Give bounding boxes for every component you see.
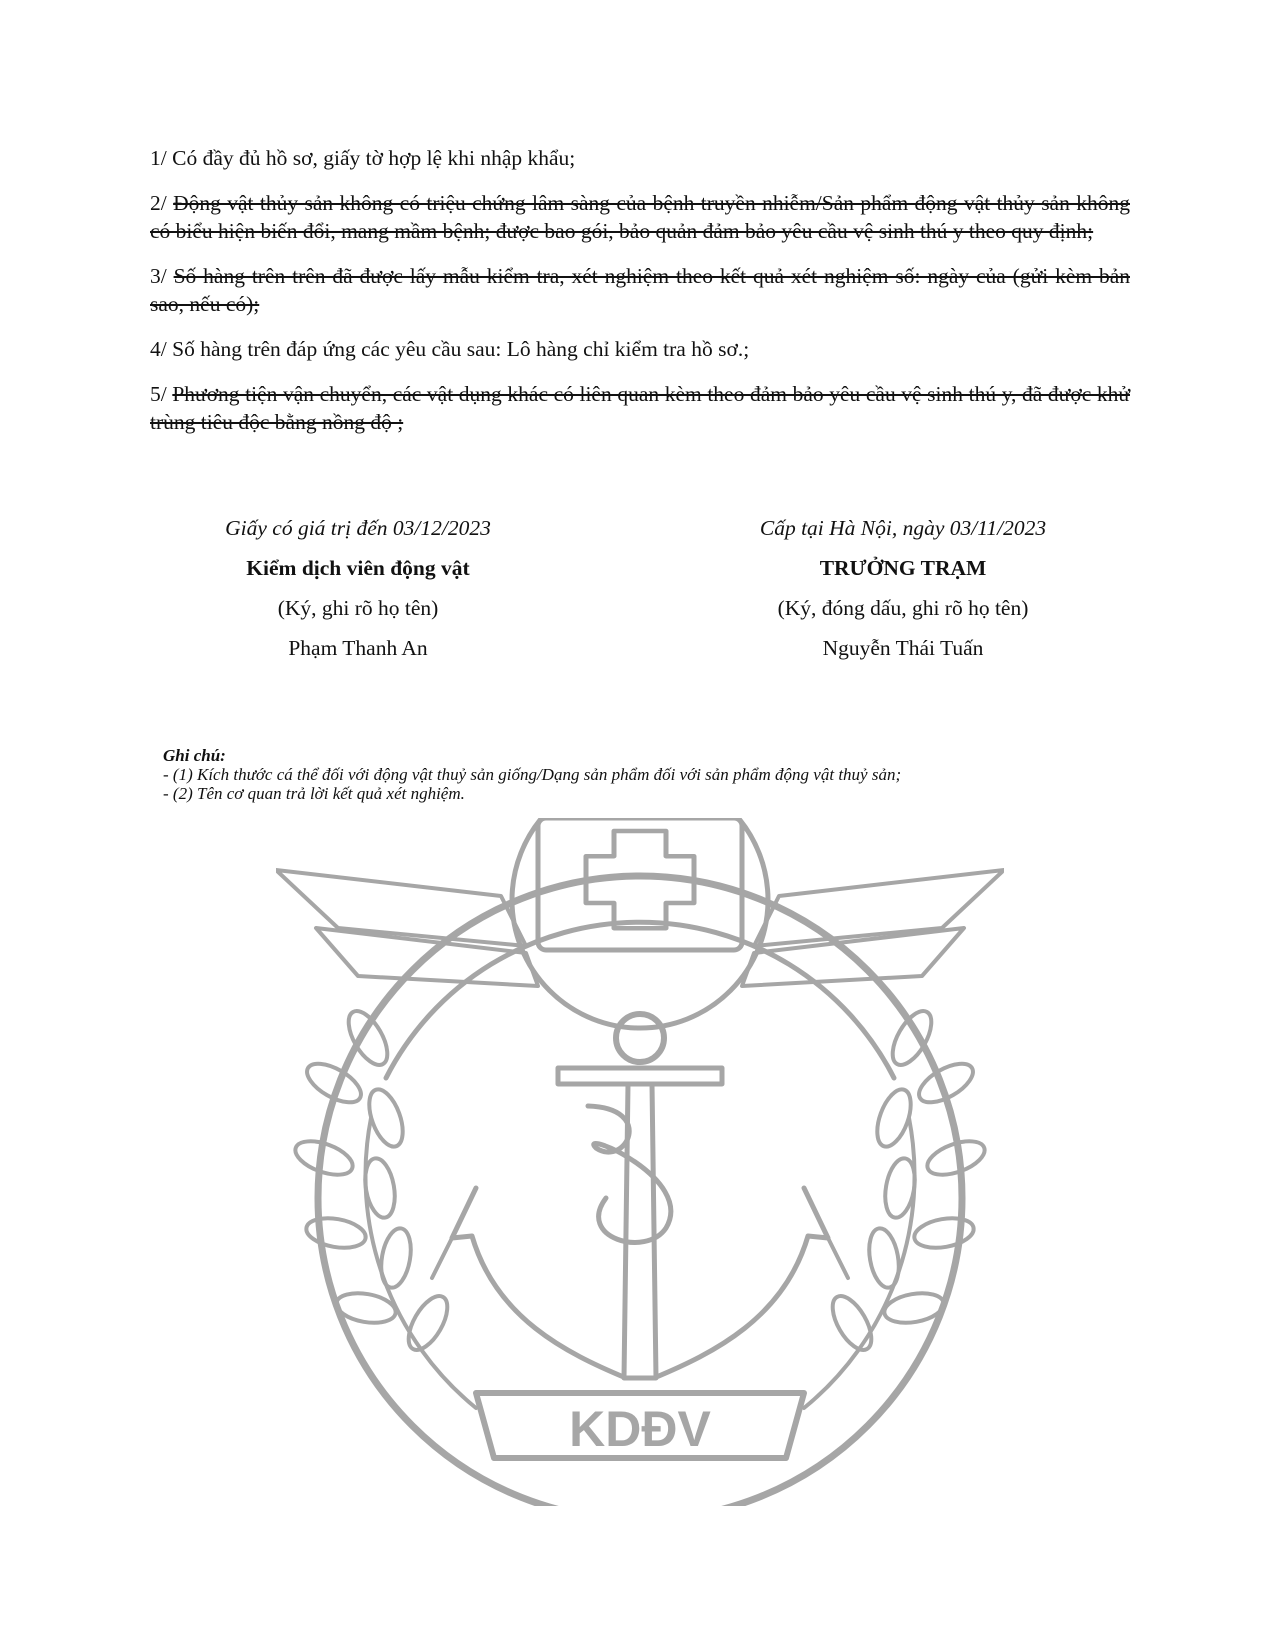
requirement-4: 4/ Số hàng trên đáp ứng các yêu cầu sau: Lô hàng chỉ kiểm tra hồ sơ.; (150, 337, 750, 361)
anchor-icon (432, 1014, 848, 1378)
requirement-text-struck: Phương tiện vận chuyển, các vật dụng khác có liên quan kèm theo đảm bảo yêu cầu vệ sinh thú y, đã được khử trùng tiêu độc bằng nồng độ ; (150, 382, 1130, 434)
requirement-text-struck: Động vật thủy sản không có triệu chứng lâm sàng của bệnh truyền nhiễm/Sản phẩm động vật thủy sản không có biểu hiện biến đổi, mang mầm bệnh; được bao gói, bảo quản đảm bảo yêu cầu vệ sinh thú y theo quy định; (150, 191, 1130, 243)
validity-date: Giấy có giá trị đến 03/12/2023 (225, 516, 491, 540)
requirements-list (150, 144, 1130, 453)
issue-place-date: Cấp tại Hà Nội, ngày 03/11/2023 (759, 516, 1047, 540)
requirement-text: Có đầy đủ hồ sơ, giấy tờ hợp lệ khi nhập khẩu; (172, 146, 576, 170)
note-line: - (2) Tên cơ quan trả lời kết quả xét nghiệm. (163, 784, 465, 803)
signature-block-head (683, 508, 1123, 668)
head-instruction: (Ký, đóng dấu, ghi rõ họ tên) (777, 596, 1029, 620)
requirement-3: 3/ Số hàng trên trên đã được lấy mẫu kiểm tra, xét nghiệm theo kết quả xét nghiệm số: ngày của (gửi kèm bản sao, nếu có); (150, 264, 1130, 316)
kddv-banner-text: KDĐV (569, 1401, 711, 1457)
inspector-instruction: (Ký, ghi rõ họ tên) (277, 596, 439, 620)
right-wing-icon (754, 870, 1004, 946)
head-name: Nguyễn Thái Tuấn (822, 636, 984, 660)
requirement-1: 1/ Có đầy đủ hồ sơ, giấy tờ hợp lệ khi nhập khẩu; (150, 146, 576, 170)
note-line: - (1) Kích thước cá thể đối với động vật thuỷ sản giống/Dạng sản phẩm đối với sản phẩm động vật thuỷ sản; (163, 765, 902, 784)
head-role: TRƯỞNG TRẠM (819, 556, 987, 580)
requirement-5: 5/ Phương tiện vận chuyển, các vật dụng khác có liên quan kèm theo đảm bảo yêu cầu vệ sinh thú y, đã được khử trùng tiêu độc bằng nồng độ ; (150, 382, 1130, 434)
kddv-emblem-watermark (276, 818, 1004, 1506)
requirement-text-struck: Số hàng trên trên đã được lấy mẫu kiểm tra, xét nghiệm theo kết quả xét nghiệm số: ngày của (gửi kèm bản sao, nếu có); (150, 264, 1130, 316)
signature-block-inspector (138, 508, 578, 668)
left-wing-icon (276, 870, 526, 946)
requirement-text: Số hàng trên đáp ứng các yêu cầu sau: Lô hàng chỉ kiểm tra hồ sơ.; (172, 337, 750, 361)
inspector-name: Phạm Thanh An (288, 636, 428, 660)
notes-section (163, 746, 901, 803)
notes-title: Ghi chú: (163, 746, 226, 765)
requirement-2: 2/ Động vật thủy sản không có triệu chứng lâm sàng của bệnh truyền nhiễm/Sản phẩm động vật thủy sản không có biểu hiện biến đổi, mang mầm bệnh; được bao gói, bảo quản đảm bảo yêu cầu vệ sinh thú y theo quy định; (150, 191, 1130, 243)
inspector-role: Kiểm dịch viên động vật (246, 556, 470, 580)
